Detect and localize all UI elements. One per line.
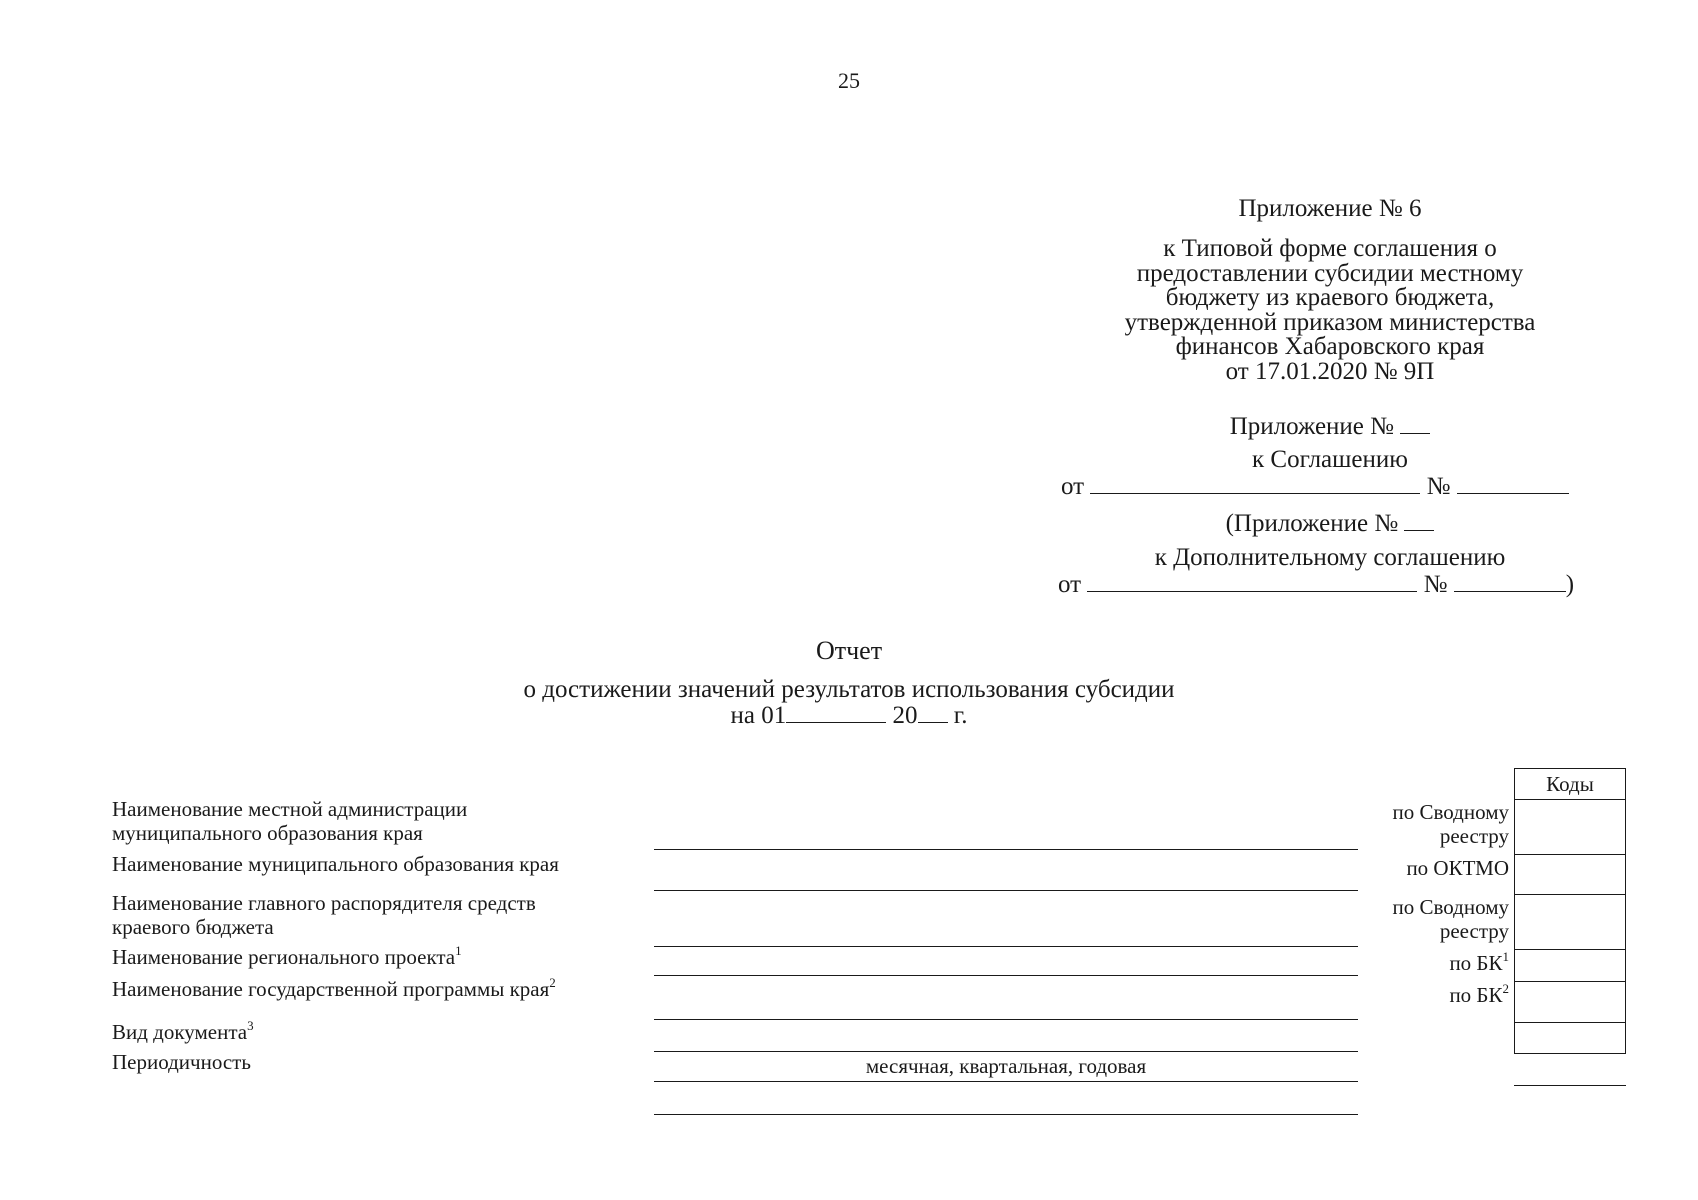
field-document-type — [112, 1020, 254, 1044]
code-label-text: по БК — [1449, 983, 1503, 1007]
field-label: Наименование местной администрации — [112, 797, 468, 821]
fill-line-chief-administrator[interactable] — [654, 946, 1358, 947]
agreement-from-label: от — [1061, 473, 1085, 500]
agreement-appendix-blank[interactable] — [1400, 413, 1430, 434]
field-label: Наименование главного распорядителя средств — [112, 891, 536, 915]
report-date-suffix: г. — [953, 702, 968, 729]
field-label: Наименование регионального проекта — [112, 945, 456, 969]
page-number: 25 — [838, 68, 860, 93]
code-label-summary-registry — [1393, 800, 1509, 848]
to-supplementary-label: к Дополнительному соглашению — [1154, 544, 1506, 571]
supp-appendix-blank[interactable] — [1404, 510, 1434, 531]
agreement-appendix-number — [1085, 413, 1575, 440]
agreement-number-label: № — [1426, 473, 1451, 500]
fill-line-municipality[interactable] — [654, 890, 1358, 891]
code-cell-bk-1[interactable] — [1515, 950, 1625, 982]
fill-line-periodicity[interactable] — [654, 1081, 1358, 1082]
report-date — [0, 702, 1698, 730]
code-label-summary-registry-2 — [1393, 895, 1509, 943]
report-year-blank[interactable] — [918, 702, 948, 723]
code-label-text: по БК — [1449, 951, 1503, 975]
field-chief-administrator — [112, 891, 536, 939]
fill-line-document-type[interactable] — [654, 1051, 1358, 1052]
fill-line-state-program[interactable] — [654, 1019, 1358, 1020]
codes-table — [1514, 768, 1626, 1054]
footnote-mark: 3 — [247, 1018, 254, 1033]
field-label: муниципального образования края — [112, 821, 423, 845]
code-cell-summary-registry-2[interactable] — [1515, 895, 1625, 950]
close-paren: ) — [1565, 571, 1575, 598]
appendix-line: финансов Хабаровского края — [1175, 333, 1485, 360]
code-cell-oktmo[interactable] — [1515, 855, 1625, 895]
agreement-number-blank[interactable] — [1457, 473, 1569, 494]
field-label: Вид документа — [112, 1020, 248, 1044]
fill-line-local-administration[interactable] — [654, 849, 1358, 850]
code-label-bk-2 — [1449, 983, 1509, 1007]
periodicity-options: месячная, квартальная, годовая — [865, 1054, 1147, 1078]
supp-from-label: от — [1058, 571, 1082, 598]
appendix-line: предоставлении субсидии местному — [1136, 259, 1524, 287]
supp-appendix-number — [1085, 510, 1575, 537]
code-label-text: по Сводному — [1392, 895, 1509, 919]
appendix-line: к Типовой форме соглашения о — [1163, 235, 1497, 262]
report-date-prefix: на 01 — [730, 702, 787, 729]
report-title: Отчет — [815, 636, 883, 665]
footnote-mark: 1 — [1502, 949, 1509, 964]
appendix-line: утвержденной приказом министерства — [1124, 308, 1536, 336]
code-cell-summary-registry[interactable] — [1515, 800, 1625, 855]
agreement-appendix-label: Приложение № — [1229, 413, 1395, 440]
supp-date-blank[interactable] — [1087, 571, 1417, 592]
appendix-reference — [1085, 237, 1575, 384]
footnote-mark: 2 — [549, 975, 556, 990]
code-cell-bk-2[interactable] — [1515, 982, 1625, 1023]
field-local-administration — [112, 797, 467, 845]
agreement-date-blank[interactable] — [1090, 473, 1420, 494]
code-label-text: реестру — [1439, 824, 1509, 848]
appendix-line: от 17.01.2020 № 9П — [1225, 357, 1435, 385]
code-label-bk-1 — [1449, 951, 1509, 975]
agreement-date-row — [1061, 473, 1569, 501]
appendix-title: Приложение № 6 — [1238, 195, 1422, 222]
codes-header: Коды — [1515, 769, 1625, 800]
field-regional-project — [112, 945, 462, 969]
supp-number-label: № — [1423, 571, 1448, 598]
footnote-mark: 2 — [1502, 981, 1509, 996]
report-year-prefix: 20 — [892, 702, 918, 729]
field-municipality: Наименование муниципального образования края — [112, 852, 559, 876]
fill-line-regional-project[interactable] — [654, 975, 1358, 976]
code-label-oktmo: по ОКТМО — [1406, 856, 1509, 880]
field-label: краевого бюджета — [112, 915, 274, 939]
report-month-blank[interactable] — [786, 702, 886, 723]
appendix-line: бюджету из краевого бюджета, — [1165, 284, 1495, 311]
fill-line-extra[interactable] — [654, 1114, 1358, 1115]
supp-date-row — [1058, 571, 1574, 599]
supp-appendix-label: (Приложение № — [1225, 510, 1399, 537]
supp-number-blank[interactable] — [1454, 571, 1566, 592]
field-periodicity: Периодичность — [112, 1050, 251, 1074]
code-cell-periodicity-line[interactable] — [1514, 1085, 1626, 1086]
to-agreement-label: к Соглашению — [1252, 446, 1408, 473]
code-cell-document-type[interactable] — [1515, 1023, 1625, 1053]
field-state-program — [112, 977, 556, 1001]
report-subtitle: о достижении значений результатов использования субсидии — [523, 676, 1175, 703]
code-label-text: по Сводному — [1392, 800, 1509, 824]
footnote-mark: 1 — [455, 943, 462, 958]
field-label: Наименование государственной программы края — [112, 977, 550, 1001]
code-label-text: реестру — [1439, 919, 1509, 943]
